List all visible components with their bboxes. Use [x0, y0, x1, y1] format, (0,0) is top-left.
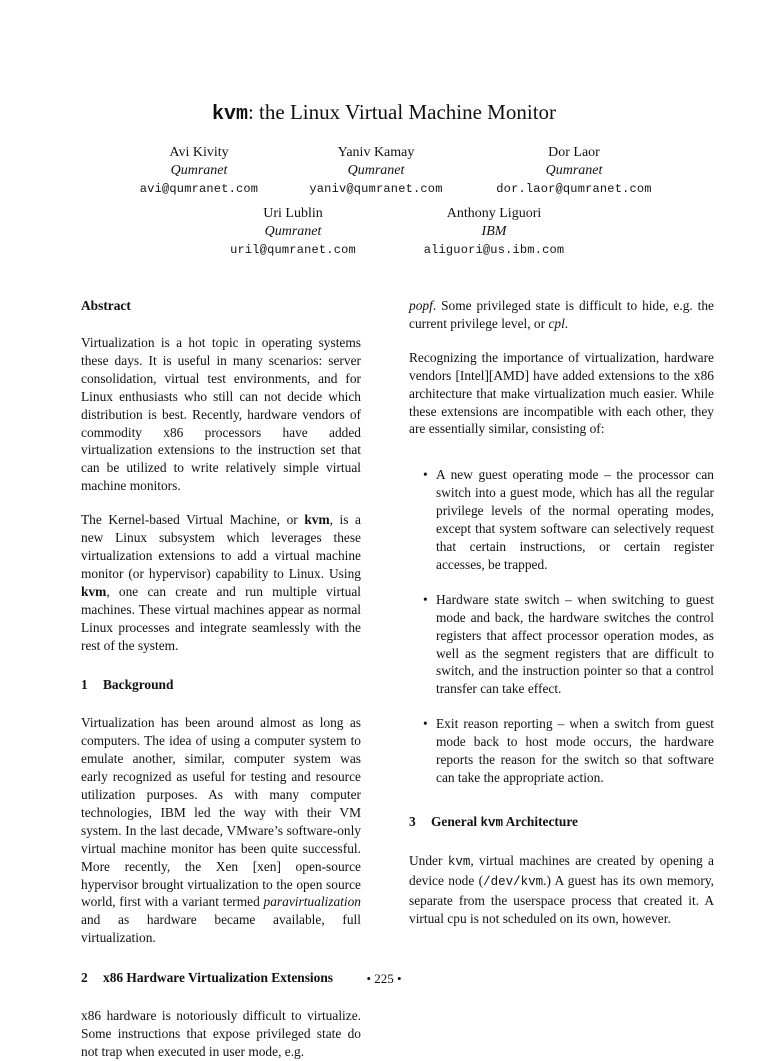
list-item: • Hardware state switch – when switching to guest mode and back, the hardware switches the control registers that affect processor operation modes, as well as the segment registers that are difficult to switch, and the instruction pointer so that a control transfer can take effect. [409, 591, 714, 698]
author-name: Anthony Liguori [446, 206, 542, 221]
author-block [99, 144, 299, 198]
text-run: , virtual machines are created by opening a device node ( [409, 852, 715, 888]
text-run: Under [409, 852, 448, 868]
text-run: x86 hardware is notoriously difficult to virtualize. Some instructions that expose privileged state do not trap when executed in user mode, e.g. [81, 1008, 361, 1059]
body-paragraph: Recognizing the importance of virtualization, hardware vendors [Intel][AMD] have added extensions to the x86 architecture that make virtualization much easier. While these extensions are incompatible with each other, they are essentially similar, consisting of: [409, 349, 714, 437]
author-affiliation: Qumranet [347, 163, 405, 178]
section-title: Background [103, 677, 174, 693]
author-block [474, 144, 674, 198]
author-email[interactable]: avi@qumranet.com [139, 182, 259, 196]
text-run: and as hardware became available, full virtualization. [81, 912, 361, 946]
kvm-term: kvm [447, 854, 471, 869]
title-rest: : the Linux Virtual Machine Monitor [247, 100, 557, 124]
body-paragraph [409, 852, 714, 928]
text-run: , one can create and run multiple virtual machines. These virtual machines appear as normal Linux processes and integrate seamlessly with the rest of the system. [81, 583, 361, 653]
author-name: Uri Lublin [263, 206, 323, 221]
author-affiliation: Qumranet [545, 163, 603, 178]
device-path: /dev/kvm [483, 874, 544, 889]
author-name: Yaniv Kamay [337, 145, 415, 160]
author-affiliation: Qumranet [170, 163, 228, 178]
page-number: • 225 • [366, 971, 402, 986]
section-title: Architecture [502, 813, 578, 829]
left-column [81, 297, 361, 1061]
section-title: x86 Hardware Virtualization Extensions [103, 970, 334, 986]
author-block [394, 205, 594, 259]
section-number: 2 [81, 970, 88, 986]
author-email[interactable]: uril@qumranet.com [230, 243, 356, 257]
text-run: The Kernel-based Virtual Machine, or [81, 512, 305, 528]
abstract-paragraph: Virtualization is a hot topic in operating systems these days. It is useful in many scenarios: server consolidation, virtual test environments, and for Linux enthusiasts who still can not decide which distribution is best. Recently, hardware vendors of commodity x86 processors have added virtualization extensions to the instruction set that can be utilized to write relatively simple virtual machine monitors. [81, 335, 361, 494]
author-email[interactable]: yaniv@qumranet.com [309, 182, 443, 196]
author-name: Dor Laor [548, 145, 600, 160]
kvm-term: kvm [81, 583, 107, 599]
paper-title [0, 100, 768, 127]
author-affiliation: IBM [481, 224, 507, 239]
author-name: Avi Kivity [169, 145, 229, 160]
author-affiliation: Qumranet [264, 224, 322, 239]
title-kvm: kvm [211, 103, 248, 126]
text-run: .) A guest has its own memory, separate from the userspace process that created it. A virtual cpu is not scheduled on its own, however. [409, 872, 714, 926]
text-run: Virtualization has been around almost as long as computers. The idea of using a computer system to emulate another, similar, computer system was early recognized as useful for testing and resource utilization purposes. As with many computer technologies, IBM led the way with their VM system. In the last decade, VMware’s software-only virtual machine monitor has been quite successful. More recently, the Xen [xen] open-source hypervisor brought virtualization to the open source world, first with a variant termed [81, 715, 361, 910]
text-run: , is a new Linux subsystem which leverages these virtualization extensions to add a virtual machine monitor (or hypervisor) capability to Linux. Using [81, 512, 361, 581]
author-email[interactable]: dor.laor@qumranet.com [496, 182, 652, 196]
body-paragraph [81, 714, 361, 947]
abstract-paragraph [81, 511, 361, 654]
author-email[interactable]: aliguori@us.ibm.com [423, 243, 565, 257]
emphasis: cpl [548, 315, 565, 331]
section-heading [409, 813, 714, 832]
section-heading [81, 676, 361, 694]
emphasis: paravirtualization [263, 894, 361, 910]
section-number: 3 [409, 813, 416, 829]
text-run: . Some privileged state is difficult to hide, e.g. the current privilege level, or [409, 298, 714, 331]
author-block [276, 144, 476, 198]
kvm-term: kvm [304, 512, 330, 528]
list-item: • A new guest operating mode – the processor can switch into a guest mode, which has all the regular privilege levels of the normal operating modes, except that system software can selectively request that certain instructions, or certain register accesses, be trapped. [409, 466, 714, 573]
emphasis: popf [409, 298, 433, 313]
section-number: 1 [81, 677, 88, 693]
body-paragraph-continued [409, 297, 714, 333]
right-column [409, 297, 714, 943]
abstract-heading: Abstract [81, 298, 131, 313]
bullet-list [409, 466, 714, 787]
list-item: • Exit reason reporting – when a switch from guest mode back to host mode occurs, the hardware reports the reason for the switch so that software can take the appropriate action. [409, 715, 714, 787]
text-run: . [564, 315, 569, 331]
body-paragraph-continued [81, 1007, 361, 1061]
section-title: General [431, 813, 481, 829]
kvm-term: kvm [480, 815, 503, 830]
author-block [193, 205, 393, 259]
